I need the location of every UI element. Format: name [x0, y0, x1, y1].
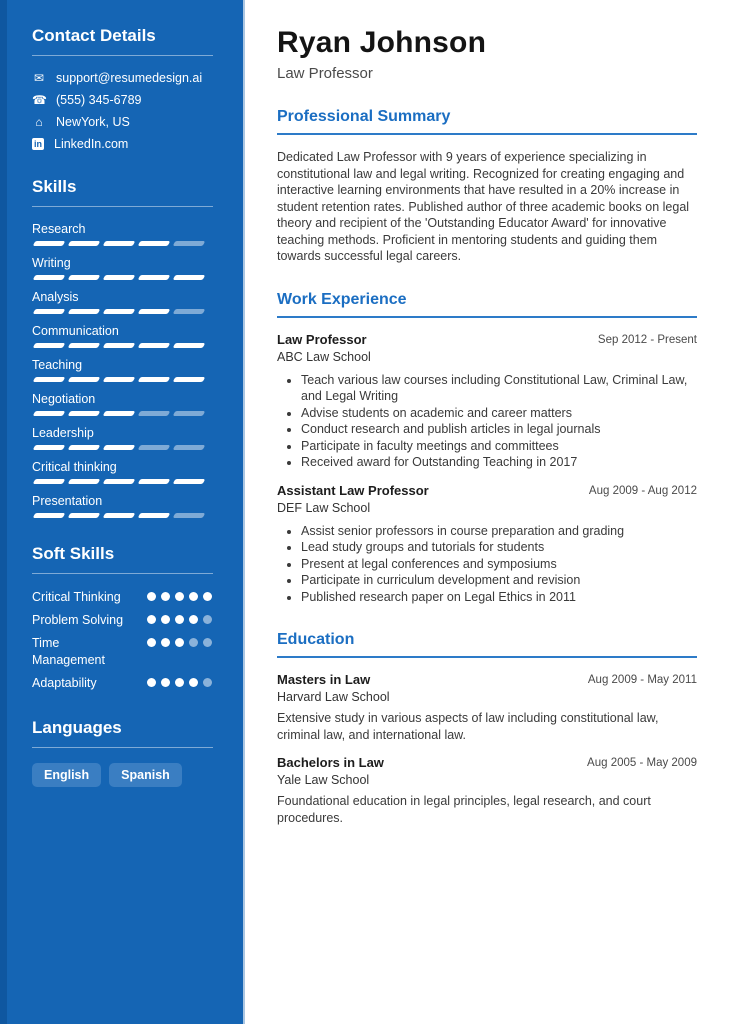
soft-skill-dot	[147, 678, 156, 687]
education-entry-header	[277, 672, 697, 704]
skill-row	[32, 324, 213, 348]
skill-level-bar	[32, 343, 213, 348]
skills-section	[32, 177, 213, 518]
job-bullet: • Present at legal conferences and symposiums	[301, 556, 697, 573]
soft-skill-dot	[161, 592, 170, 601]
education-degree: Bachelors in Law	[277, 755, 384, 770]
skill-bar-segment	[138, 445, 171, 450]
skill-bar-segment	[173, 479, 206, 484]
education-entry-titles	[277, 672, 588, 704]
skill-bar-segment	[33, 241, 66, 246]
soft-skill-dot	[147, 592, 156, 601]
soft-skill-dots	[147, 592, 213, 604]
skill-label: Presentation	[32, 494, 103, 508]
skill-bar-segment	[138, 479, 171, 484]
contact-section-title: Contact Details	[32, 26, 213, 56]
soft-skill-dot	[161, 638, 170, 647]
skill-row	[32, 426, 213, 450]
contact-item	[32, 137, 213, 151]
skill-bar-segment	[173, 513, 206, 518]
education-degree: Masters in Law	[277, 672, 371, 687]
soft-skill-dot	[203, 678, 212, 687]
job-bullet: • Conduct research and publish articles in legal journals	[301, 421, 697, 438]
education-entry-titles	[277, 755, 587, 787]
skill-bar-segment	[173, 275, 206, 280]
education-dates: Aug 2005 - May 2009	[587, 757, 697, 769]
skill-bar-segment	[68, 445, 101, 450]
skills-list	[32, 222, 213, 518]
soft-skill-label: Critical Thinking	[32, 590, 121, 604]
skill-level-bar	[32, 377, 213, 382]
skill-label: Teaching	[32, 358, 83, 372]
candidate-title: Law Professor	[277, 65, 373, 82]
job-company: ABC Law School	[277, 349, 371, 364]
skill-bar-segment	[68, 309, 101, 314]
skill-bar-segment	[33, 343, 66, 348]
soft-skill-dot	[189, 615, 198, 624]
soft-skill-label: Time Management	[32, 636, 105, 667]
job-dates: Sep 2012 - Present	[597, 333, 697, 346]
education-dates: Aug 2009 - May 2011	[587, 674, 697, 686]
skill-bar-segment	[138, 513, 171, 518]
soft-skill-row	[32, 635, 213, 669]
education-school: Yale Law School	[277, 773, 370, 787]
soft-skill-dot	[161, 678, 170, 687]
languages-list	[32, 763, 213, 787]
soft-skills-list	[32, 589, 213, 692]
candidate-name: Ryan Johnson	[277, 26, 487, 59]
skill-bar-segment	[33, 479, 66, 484]
language-pill: English	[32, 763, 101, 787]
soft-skill-dots	[147, 615, 213, 627]
job-bullet: • Assist senior professors in course preparation and grading	[301, 523, 697, 540]
skill-bar-segment	[33, 411, 66, 416]
soft-skill-dot	[175, 678, 184, 687]
soft-skill-dot	[203, 615, 212, 624]
job-entry-titles	[277, 332, 598, 364]
soft-skill-row	[32, 675, 213, 692]
skill-bar-segment	[103, 445, 136, 450]
experience-section-title: Work Experience	[277, 291, 697, 318]
skill-bar-segment	[68, 411, 101, 416]
experience-section	[277, 291, 697, 606]
skill-bar-segment	[68, 343, 101, 348]
skill-bar-segment	[103, 513, 136, 518]
skill-row	[32, 494, 213, 518]
soft-skill-dot	[189, 638, 198, 647]
skill-level-bar	[32, 411, 213, 416]
skill-label: Communication	[32, 324, 119, 338]
resume-header	[277, 26, 697, 82]
education-description: Extensive study in various aspects of law including constitutional law, criminal law, and international law.	[277, 711, 659, 742]
contact-list	[32, 71, 213, 151]
soft-skill-label: Problem Solving	[32, 613, 124, 627]
summary-section	[277, 108, 697, 265]
soft-skill-dot	[203, 592, 212, 601]
skill-bar-segment	[138, 411, 171, 416]
job-role: Assistant Law Professor	[277, 482, 429, 498]
contact-item-text: (555) 345-6789	[56, 93, 142, 107]
skill-label: Negotiation	[32, 392, 96, 406]
resume-main	[245, 0, 730, 1024]
contact-item-text: support@resumedesign.ai	[56, 71, 203, 85]
soft-skill-dot	[147, 638, 156, 647]
skill-bar-segment	[173, 241, 206, 246]
summary-section-title: Professional Summary	[277, 108, 697, 135]
skill-label: Research	[32, 222, 86, 236]
job-bullet: • Received award for Outstanding Teaching in 2017	[301, 454, 697, 471]
skill-bar-segment	[138, 275, 171, 280]
skill-bar-segment	[173, 343, 206, 348]
education-entry-header	[277, 755, 697, 787]
skill-row	[32, 290, 213, 314]
skill-bar-segment	[33, 309, 66, 314]
skill-label: Leadership	[32, 426, 94, 440]
soft-skill-dots	[147, 638, 213, 650]
job-bullet: • Published research paper on Legal Ethics in 2011	[301, 589, 697, 606]
job-entry-titles	[277, 483, 589, 515]
contact-item-text: LinkedIn.com	[54, 137, 129, 151]
education-section	[277, 631, 697, 826]
soft-skill-row	[32, 612, 213, 629]
education-entry	[277, 755, 697, 826]
job-entry-header	[277, 332, 697, 364]
skills-section-title: Skills	[32, 177, 213, 207]
job-bullet-list	[277, 523, 697, 606]
soft-skill-row	[32, 589, 213, 606]
skill-row	[32, 222, 213, 246]
education-list	[277, 672, 697, 826]
skill-bar-segment	[103, 377, 136, 382]
contact-item	[32, 115, 213, 129]
skill-level-bar	[32, 445, 213, 450]
education-school: Harvard Law School	[277, 690, 390, 704]
skill-bar-segment	[103, 241, 136, 246]
soft-skill-dot	[203, 638, 212, 647]
skill-level-bar	[32, 275, 213, 280]
skill-bar-segment	[173, 445, 206, 450]
job-bullet: • Participate in curriculum development and revision	[301, 572, 697, 589]
skill-label: Critical thinking	[32, 460, 117, 474]
job-dates: Aug 2009 - Aug 2012	[588, 484, 697, 497]
soft-skill-dot	[175, 638, 184, 647]
contact-item	[32, 71, 213, 85]
skill-level-bar	[32, 241, 213, 246]
skill-bar-segment	[68, 241, 101, 246]
education-section-title: Education	[277, 631, 697, 658]
soft-skill-dot	[175, 615, 184, 624]
soft-skills-section	[32, 544, 213, 692]
skill-bar-segment	[68, 513, 101, 518]
skill-bar-segment	[103, 309, 136, 314]
skill-bar-segment	[68, 377, 101, 382]
home-icon: ⌂	[35, 114, 43, 129]
linkedin-icon: in	[34, 139, 42, 149]
skill-bar-segment	[33, 275, 66, 280]
contact-section	[32, 26, 213, 151]
job-role: Law Professor	[277, 331, 367, 347]
skill-label: Writing	[32, 256, 71, 270]
skill-bar-segment	[138, 309, 171, 314]
education-entry	[277, 672, 697, 743]
skill-bar-segment	[68, 275, 101, 280]
soft-skill-dot	[147, 615, 156, 624]
skill-row	[32, 460, 213, 484]
job-entry	[277, 483, 697, 606]
skill-bar-segment	[173, 411, 206, 416]
skill-level-bar	[32, 309, 213, 314]
skill-level-bar	[32, 513, 213, 518]
skill-level-bar	[32, 479, 213, 484]
job-entry-header	[277, 483, 697, 515]
job-entry	[277, 332, 697, 471]
skill-bar-segment	[33, 377, 66, 382]
skill-bar-segment	[33, 513, 66, 518]
job-bullet-list	[277, 372, 697, 471]
skill-bar-segment	[138, 377, 171, 382]
contact-item	[32, 93, 213, 107]
skill-bar-segment	[103, 479, 136, 484]
job-list	[277, 332, 697, 606]
languages-section-title: Languages	[32, 718, 213, 748]
job-bullet: • Teach various law courses including Constitutional Law, Criminal Law, and Legal Writing	[301, 372, 697, 405]
education-description: Foundational education in legal principles, legal research, and court procedures.	[277, 794, 651, 825]
skill-label: Analysis	[32, 290, 79, 304]
language-pill: Spanish	[109, 763, 182, 787]
skill-bar-segment	[103, 411, 136, 416]
skill-bar-segment	[103, 275, 136, 280]
job-bullet: • Participate in faculty meetings and committees	[301, 438, 697, 455]
summary-text: Dedicated Law Professor with 9 years of experience specializing in constitutional law and legal writing. Recognized for creating engaging and interactive learning environments that have resulted in a 20% increase in student retention rates. Published author of three academic books on legal theory and recipient of the 'Outstanding Educator Award' for innovative teaching methods. Proficient in mentoring students and guiding them towards successful legal careers.	[277, 150, 690, 263]
soft-skill-label: Adaptability	[32, 676, 97, 690]
contact-item-text: NewYork, US	[56, 115, 130, 129]
skill-bar-segment	[173, 377, 206, 382]
soft-skill-dot	[175, 592, 184, 601]
skill-bar-segment	[33, 445, 66, 450]
skill-bar-segment	[173, 309, 206, 314]
skill-row	[32, 358, 213, 382]
skill-bar-segment	[68, 479, 101, 484]
skill-row	[32, 256, 213, 280]
soft-skills-section-title: Soft Skills	[32, 544, 213, 574]
soft-skill-dot	[189, 592, 198, 601]
job-bullet: • Advise students on academic and career matters	[301, 405, 697, 422]
phone-icon: ☎	[32, 92, 47, 107]
email-icon: ✉	[33, 70, 45, 85]
job-bullet: • Lead study groups and tutorials for students	[301, 539, 697, 556]
skill-bar-segment	[138, 343, 171, 348]
soft-skill-dots	[147, 678, 213, 690]
sidebar	[0, 0, 245, 1024]
job-company: DEF Law School	[277, 500, 371, 515]
skill-bar-segment	[138, 241, 171, 246]
skill-bar-segment	[103, 343, 136, 348]
soft-skill-dot	[189, 678, 198, 687]
languages-section	[32, 718, 213, 787]
soft-skill-dot	[161, 615, 170, 624]
sidebar-edge-stripe	[0, 0, 7, 1024]
skill-row	[32, 392, 213, 416]
